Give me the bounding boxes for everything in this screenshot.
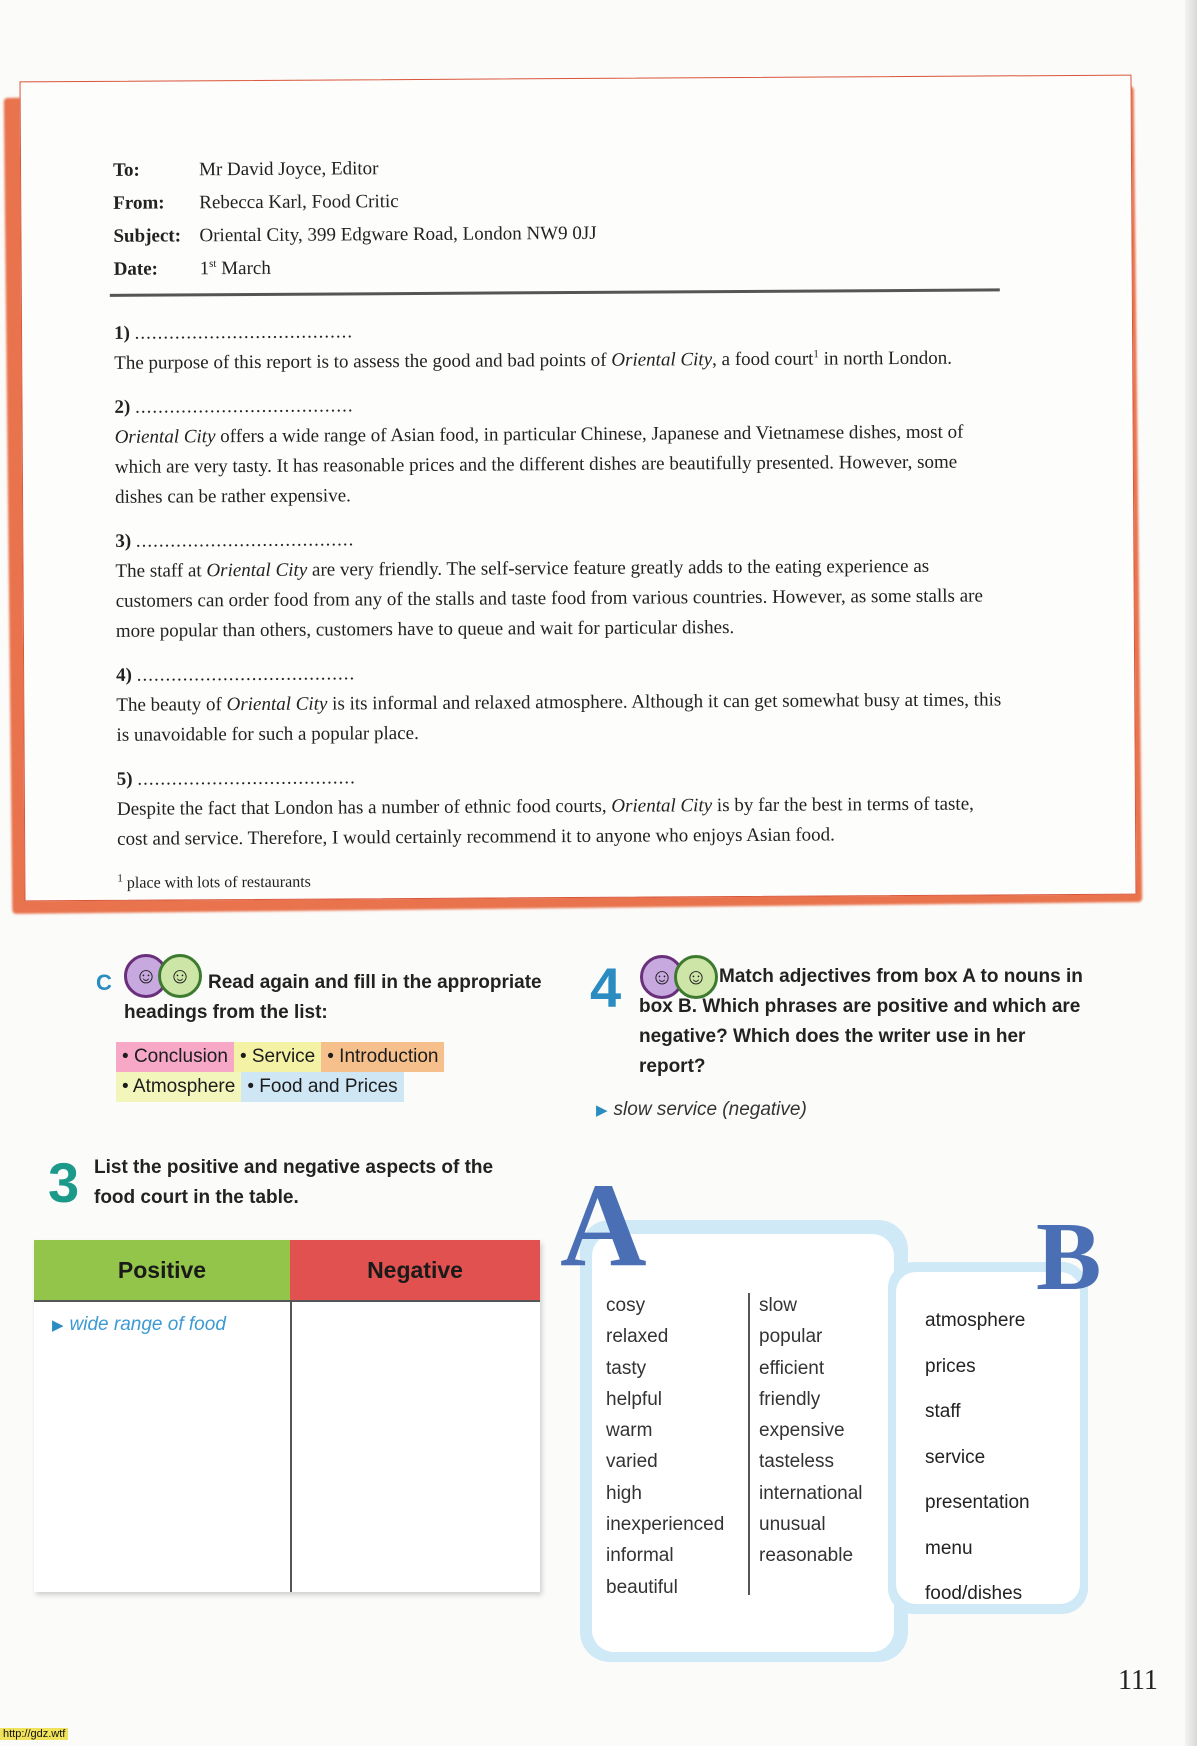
adjective: expensive bbox=[759, 1420, 845, 1442]
memo-subject-value: Oriental City, 399 Edgware Road, London NW9 0JJ bbox=[199, 222, 597, 247]
adjective: cosy bbox=[606, 1295, 646, 1316]
adjective: reasonable bbox=[759, 1545, 854, 1567]
exercise-4-number: 4 bbox=[590, 956, 622, 1019]
memo-subject-row bbox=[113, 216, 1003, 254]
negative-column-header: Negative bbox=[290, 1240, 540, 1300]
adjective: efficient bbox=[759, 1357, 825, 1379]
memo-to-label: To: bbox=[112, 159, 140, 181]
noun: presentation bbox=[925, 1492, 1030, 1513]
heading-blank[interactable]: ...................................... bbox=[136, 663, 356, 686]
report-section-1: 1) ...................................... The purpose of this report is to assess the good and bad points of Oriental City, a food court$^1$ in north London. bbox=[113, 321, 952, 374]
noun: atmosphere bbox=[925, 1310, 1026, 1331]
adjective: informal bbox=[606, 1545, 674, 1567]
box-a-letter: A bbox=[560, 1158, 647, 1291]
report-body bbox=[113, 150, 1008, 898]
heading-options bbox=[116, 1042, 556, 1102]
positive-example: ▶ wide range of food bbox=[52, 1314, 226, 1335]
memo-subject-label: Subject: bbox=[113, 225, 182, 247]
noun: menu bbox=[925, 1537, 973, 1559]
adjective: relaxed bbox=[606, 1326, 669, 1348]
page-edge-shadow bbox=[1185, 0, 1197, 1746]
adjective: unusual bbox=[759, 1514, 826, 1536]
heading-option-service: • Service bbox=[234, 1042, 321, 1072]
page-number: 111 bbox=[1118, 1665, 1158, 1696]
memo-from-row bbox=[113, 183, 1003, 221]
adjective: high bbox=[606, 1482, 642, 1504]
heading-option-conclusion: • Conclusion bbox=[116, 1042, 234, 1072]
heading-option-food-prices: • Food and Prices bbox=[241, 1072, 403, 1102]
heading-option-atmosphere: • Atmosphere bbox=[116, 1072, 241, 1102]
memo-date-row bbox=[114, 249, 1004, 287]
memo-divider bbox=[110, 288, 1000, 296]
arrow-icon: ▶ bbox=[52, 1317, 64, 1334]
adjective: slow bbox=[759, 1295, 798, 1316]
noun: service bbox=[925, 1446, 986, 1468]
smiley-icon: ☺ bbox=[674, 955, 718, 999]
adjective: tasteless bbox=[759, 1451, 834, 1473]
exercise-3-number: 3 bbox=[48, 1151, 80, 1214]
smiley-icon: ☺ bbox=[124, 954, 168, 998]
box-b-letter: B bbox=[1036, 1203, 1102, 1311]
memo-from-label: From: bbox=[113, 192, 165, 214]
report-section-4: 4) ...................................... The beauty of Oriental City is its informal and relaxed atmosphere. Although it can get somewhat busy at times, this is unavoidable for such a popular place. bbox=[116, 663, 1002, 746]
memo-date-label: Date: bbox=[113, 258, 159, 280]
heading-blank[interactable]: ...................................... bbox=[135, 529, 355, 552]
heading-blank[interactable]: ...................................... bbox=[135, 395, 354, 418]
footnote: $^1$ place with lots of restaurants bbox=[117, 872, 311, 892]
adjective: popular bbox=[759, 1326, 823, 1348]
box-a-divider bbox=[748, 1293, 750, 1595]
memo-to-row bbox=[113, 150, 1003, 188]
smiley-icon: ☺ bbox=[640, 955, 684, 999]
arrow-icon: ▶ bbox=[596, 1102, 608, 1119]
nouns-column bbox=[925, 1298, 1030, 1617]
adjective: helpful bbox=[606, 1388, 662, 1410]
noun: staff bbox=[925, 1401, 961, 1422]
exercise-c-letter: C bbox=[96, 970, 112, 995]
report-section-2: 2) ...................................... Oriental City offers a wide range of Asian food, in particular Chinese, Japanese and Vietnamese dishes, most of which are very tasty. It has reasonable prices and the different dishes are beautifully presented. However, some dishes can be rather expensive. bbox=[114, 395, 964, 508]
table-divider bbox=[34, 1300, 540, 1302]
report-card bbox=[20, 75, 1137, 902]
adjective: tasty bbox=[606, 1357, 647, 1379]
heading-option-introduction: • Introduction bbox=[321, 1042, 444, 1072]
adjective: friendly bbox=[759, 1388, 821, 1410]
heading-blank[interactable]: ...................................... bbox=[137, 767, 356, 790]
watermark-link[interactable]: http://gdz.wtf bbox=[0, 1728, 68, 1740]
memo-to-value: Mr David Joyce, Editor bbox=[198, 158, 379, 181]
adjective: beautiful bbox=[606, 1576, 678, 1598]
adjective: international bbox=[759, 1482, 863, 1504]
heading-blank[interactable]: ...................................... bbox=[134, 321, 354, 344]
adjective: inexperienced bbox=[606, 1514, 725, 1536]
aspects-table bbox=[34, 1240, 540, 1592]
exercise-4-example: ▶ slow service (negative) bbox=[596, 1099, 807, 1120]
adjectives-column-2 bbox=[759, 1290, 863, 1572]
report-section-3: 3) ...................................... The staff at Oriental City are very friendly. The self-service feature greatly adds to the eating experience as customers can order food from any of the stalls and taste food from various countries. However, as some stalls are more popular than others, customers have to queue and wait for particular dishes. bbox=[115, 529, 983, 642]
report-section-5: 5) ...................................... Despite the fact that London has a number of ethnic food courts, Oriental City is by far the best in terms of taste, cost and service. Therefore, I would certainly recommend it to anyone who enjoys Asian food. bbox=[116, 767, 974, 850]
positive-column-header: Positive bbox=[34, 1240, 290, 1300]
adjectives-column-1 bbox=[606, 1290, 724, 1603]
smiley-icon: ☺ bbox=[158, 954, 202, 998]
adjective: varied bbox=[606, 1451, 658, 1473]
memo-from-value: Rebecca Karl, Food Critic bbox=[199, 191, 399, 214]
memo-date-value: 1st March bbox=[199, 257, 271, 280]
noun: prices bbox=[925, 1355, 976, 1377]
exercise-c-instruction: Read again and fill in the appropriate headings from the list: bbox=[124, 972, 542, 1023]
exercise-3-instruction: List the positive and negative aspects of the food court in the table. bbox=[94, 1157, 494, 1208]
exercise-4-instruction: Match adjectives from box A to nouns in box B. Which phrases are positive and which are negative? Which does the writer use in her report? bbox=[639, 966, 1083, 1077]
adjective: warm bbox=[606, 1420, 653, 1442]
table-divider bbox=[290, 1300, 292, 1592]
noun: food/dishes bbox=[925, 1583, 1023, 1604]
